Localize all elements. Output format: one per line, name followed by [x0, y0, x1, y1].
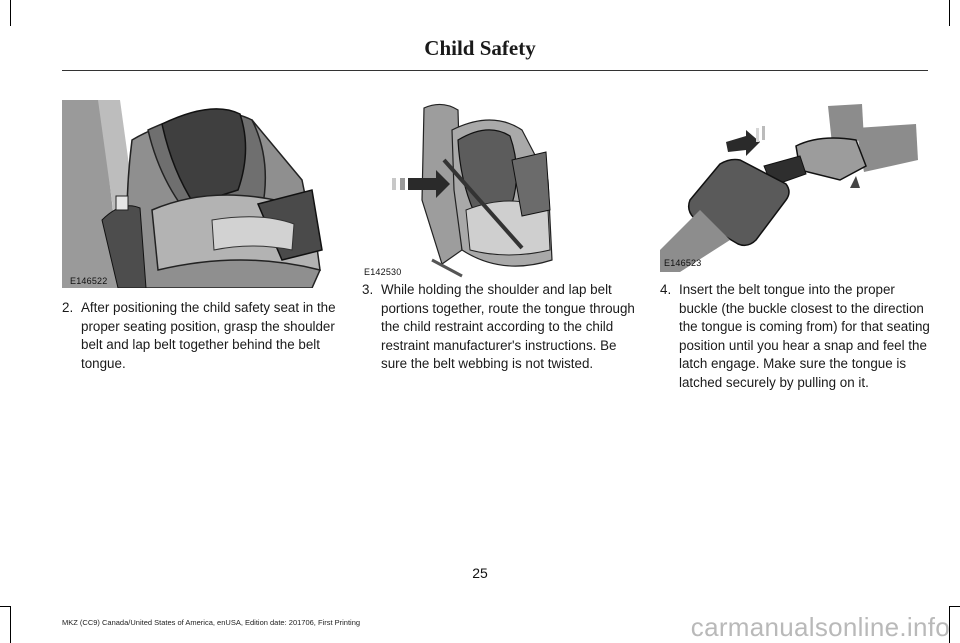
- figure-code: E146523: [664, 258, 702, 268]
- step-text: After positioning the child safety seat in the proper seating position, grasp the shoulder belt and lap belt together behind the belt tongue.: [81, 300, 336, 371]
- page-number: 25: [472, 565, 488, 581]
- figure-buckle-insert: [660, 100, 926, 272]
- step-number: 3.: [362, 282, 374, 297]
- crop-mark: [10, 0, 11, 26]
- figure-code: E142530: [364, 267, 402, 277]
- step-text: While holding the shoulder and lap belt portions together, route the tongue through the child restraint according to the child restraint manufacturer's instructions. Be sure the belt webbing is not twisted.: [381, 282, 635, 372]
- belt-tongue-buckle-icon: [660, 100, 926, 272]
- crop-mark: [949, 0, 950, 26]
- child-seat-belt-routing-icon: [362, 100, 628, 280]
- page-title: Child Safety: [424, 36, 536, 60]
- step-3: [362, 281, 636, 374]
- figure-child-seat-belt: [62, 100, 328, 288]
- step-number: 4.: [660, 282, 672, 297]
- figure-belt-routing: [362, 100, 628, 280]
- step-2: [62, 299, 340, 373]
- child-seat-shoulder-lap-belt-icon: [62, 100, 328, 288]
- step-number: 2.: [62, 300, 74, 315]
- crop-mark: [10, 606, 11, 643]
- watermark: carmanualsonline.info: [690, 612, 950, 642]
- crop-mark: [0, 606, 10, 607]
- step-text: Insert the belt tongue into the proper buckle (the buckle closest to the direction the tongue is coming from) for that seating position until you hear a snap and feel the latch engage. Make sure the tongue is latched securely by pulling on it.: [679, 282, 930, 390]
- header-divider: [62, 70, 928, 71]
- figure-code: E146522: [70, 276, 108, 286]
- step-4: [660, 281, 932, 393]
- crop-mark: [950, 606, 960, 607]
- edition-footer: MKZ (CC9) Canada/United States of America, enUSA, Edition date: 201706, First Printing: [62, 618, 361, 627]
